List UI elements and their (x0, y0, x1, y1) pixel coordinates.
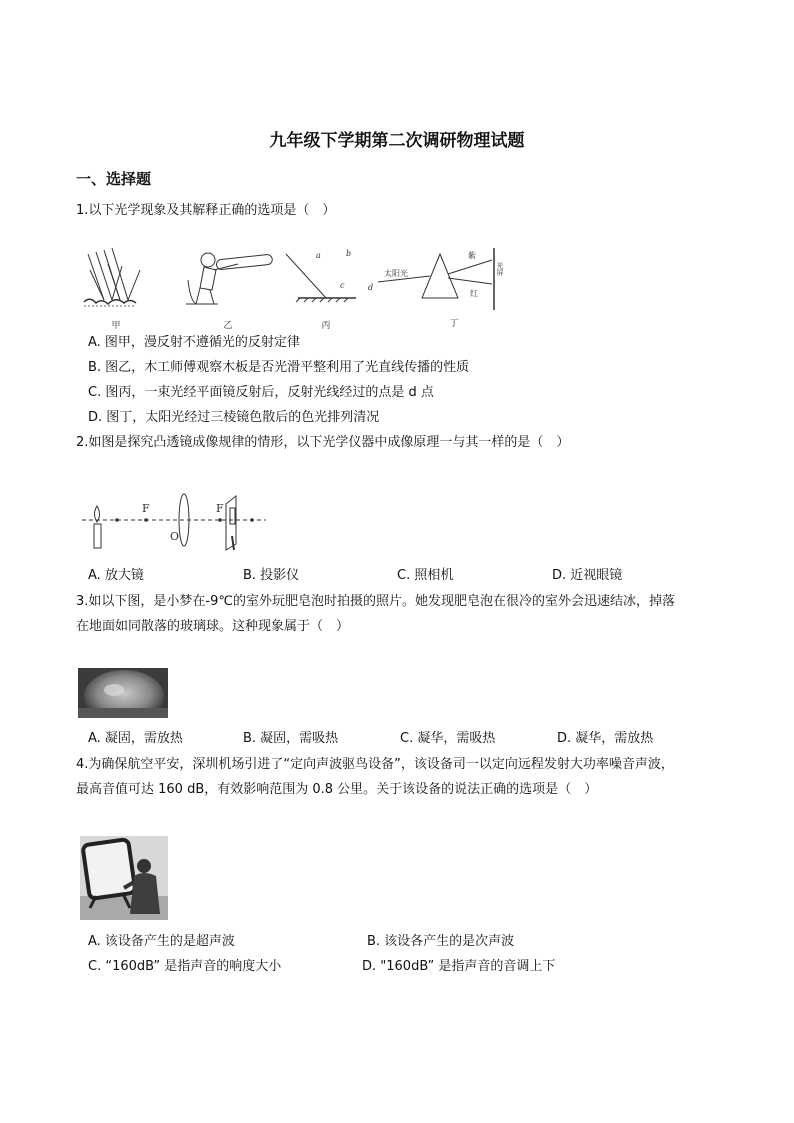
question-1-option-b[interactable]: B. 图乙，木工师傅观察木板是否光滑平整利用了光直线传播的性质 (88, 360, 470, 375)
section-heading: 一、选择题 (76, 170, 152, 188)
question-2-option-a[interactable]: A. 放大镜 (88, 568, 144, 583)
question-3-stem-line-1: 3.如以下图，是小梦在-9℃的室外玩肥皂泡时拍摄的照片。她发现肥皂泡在很冷的室外会迅速结冰，掉落 (76, 594, 675, 609)
screen-label: 光屏 (496, 262, 504, 276)
point-a: a (316, 251, 321, 260)
question-3-stem-line-2: 在地面如同散落的玻璃球。这种现象属于（ ） (76, 619, 350, 634)
red-label: 红 (470, 289, 478, 298)
figure-ding (378, 248, 494, 310)
question-1-option-c[interactable]: C. 图丙，一束光经平面镜反射后，反射光线经过的点是 d 点 (88, 385, 434, 400)
point-b: b (346, 249, 352, 258)
sunlight-label: 太阳光 (384, 269, 408, 278)
question-4-option-d[interactable]: D. "160dB” 是指声音的音调上下 (362, 959, 556, 974)
purple-label: 紫 (468, 251, 476, 260)
question-3-option-c[interactable]: C. 凝华，需吸热 (400, 731, 496, 746)
focal-point-right: F (216, 502, 224, 515)
question-2-option-b[interactable]: B. 投影仪 (243, 568, 300, 583)
question-4-option-a[interactable]: A. 该设备产生的是超声波 (88, 934, 235, 949)
question-1-option-a[interactable]: A. 图甲，漫反射不遵循光的反射定律 (88, 335, 300, 350)
question-1-stem: 1.以下光学现象及其解释正确的选项是（ ） (76, 203, 336, 218)
question-3-option-d[interactable]: D. 凝华，需放热 (557, 731, 654, 746)
question-3-option-b[interactable]: B. 凝固，需吸热 (243, 731, 339, 746)
question-4-stem-line-2: 最高音值可达 160 dB，有效影响范围为 0.8 公里。关于该设备的说法正确的选项是（ ） (76, 782, 598, 797)
question-2-stem: 2.如图是探究凸透镜成像规律的情形，以下光学仪器中成像原理一与其一样的是（ ） (76, 435, 570, 450)
question-4-stem-line-1: 4.为确保航空平安，深圳机场引进了“定向声波驱鸟设备”，该设备司一以定向远程发射大功率噪音声波， (76, 757, 674, 772)
question-4-option-b[interactable]: B. 该设各产生的是次声波 (367, 934, 515, 949)
question-4-option-c[interactable]: C. “160dB” 是指声音的响度大小 (88, 959, 282, 974)
question-2-option-d[interactable]: D. 近视眼镜 (552, 568, 623, 583)
figure-label-jia: 甲 (111, 321, 121, 331)
figure-jia (84, 248, 140, 306)
question-2-figure (80, 488, 270, 554)
point-c: c (340, 281, 345, 290)
page-title: 九年级下学期第二次调研物理试题 (269, 131, 525, 151)
optical-center: O (170, 530, 180, 543)
figure-bing (286, 254, 356, 302)
question-1-option-d[interactable]: D. 图丁，太阳光经过三棱镜色散后的色光排列清况 (88, 410, 380, 425)
figure-label-bing: 丙 (321, 321, 331, 331)
question-2-option-c[interactable]: C. 照相机 (397, 568, 454, 583)
figure-label-ding: 丁 (449, 319, 459, 329)
question-3-option-a[interactable]: A. 凝固，需放热 (88, 731, 183, 746)
figure-yi (186, 253, 273, 304)
bird-repeller-photo (80, 836, 168, 920)
frozen-bubble-photo (78, 668, 168, 718)
figure-label-yi: 乙 (223, 321, 233, 331)
question-1-figure (78, 240, 518, 335)
point-d: d (368, 283, 374, 292)
focal-point-left: F (142, 502, 150, 515)
